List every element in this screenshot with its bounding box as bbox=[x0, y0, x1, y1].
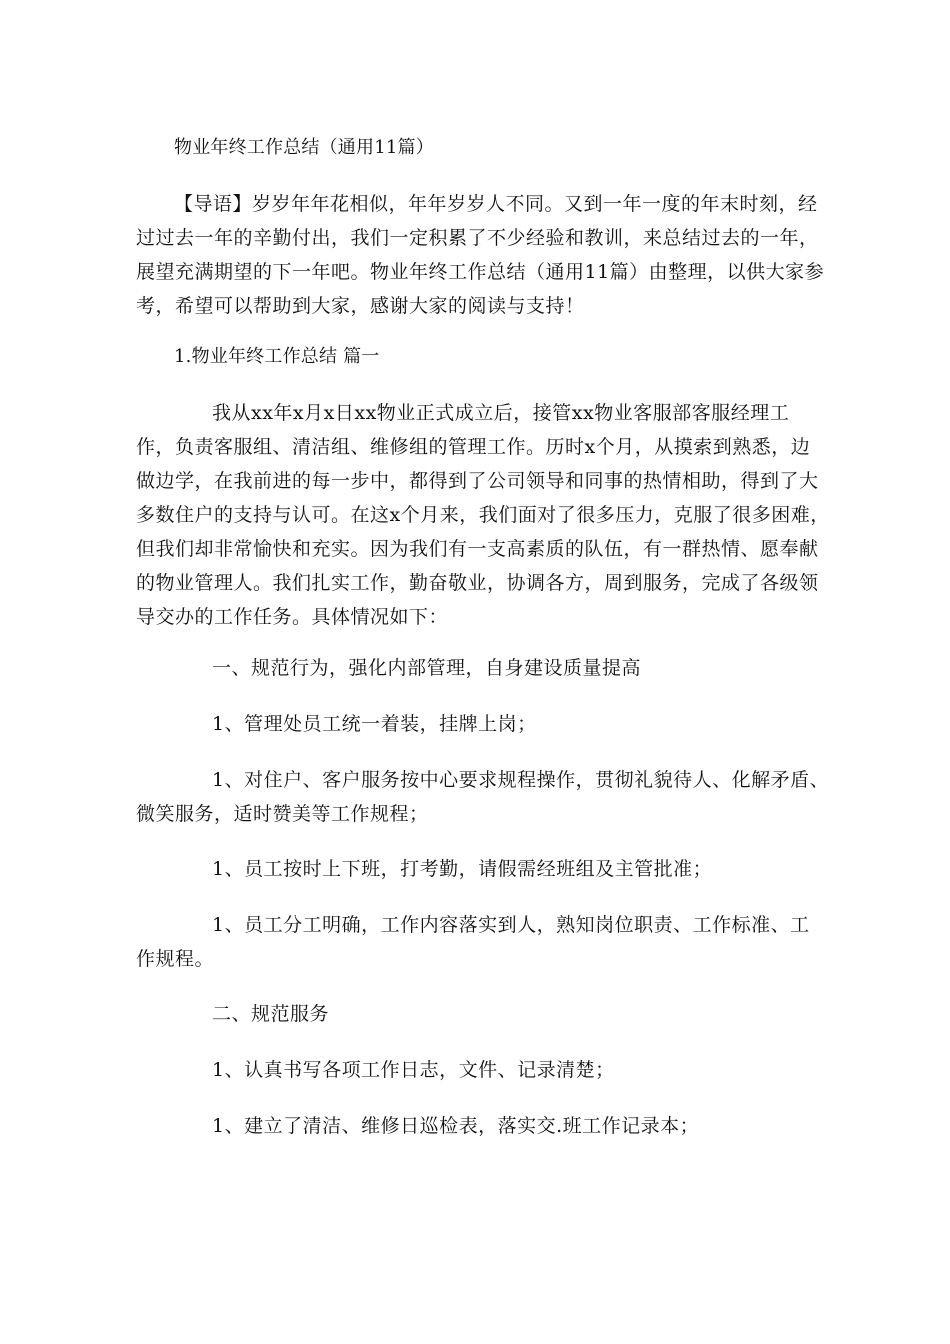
section-heading: 1.物业年终工作总结 篇一 bbox=[174, 346, 380, 367]
intro-line: 过过去一年的辛勤付出，我们一定积累了不少经验和教训，来总结过去的一年， bbox=[136, 227, 819, 249]
intro-line: 展望充满期望的下一年吧。物业年终工作总结（通用11篇）由整理，以供大家参 bbox=[136, 261, 825, 283]
intro-line: 考，希望可以帮助到大家，感谢大家的阅读与支持！ bbox=[136, 295, 585, 317]
body-line: 导交办的工作任务。具体情况如下： bbox=[136, 606, 449, 628]
body-line: 作，负责客服组、清洁组、维修组的管理工作。历时x个月，从摸索到熟悉，边 bbox=[136, 436, 811, 458]
part-heading: 一、规范行为，强化内部管理，自身建设质量提高 bbox=[212, 657, 642, 679]
list-item: 1、员工分工明确，工作内容落实到人，熟知岗位职责、工作标准、工 bbox=[212, 914, 810, 936]
intro-line: 【导语】岁岁年年花相似，年年岁岁人不同。又到一年一度的年末时刻，经 bbox=[174, 193, 818, 215]
body-line: 多数住户的支持与认可。在这x个月来，我们面对了很多压力，克服了很多困难， bbox=[136, 504, 830, 526]
body-line: 做边学，在我前进的每一步中，都得到了公司领导和同事的热情相助，得到了大 bbox=[136, 470, 819, 492]
list-item: 1、对住户、客户服务按中心要求规程操作，贯彻礼貌待人、化解矛盾、 bbox=[212, 769, 830, 791]
list-item: 1、建立了清洁、维修日巡检表，落实交.班工作记录本； bbox=[212, 1115, 700, 1137]
list-item: 微笑服务，适时赞美等工作规程； bbox=[136, 803, 429, 825]
part-heading: 二、规范服务 bbox=[212, 1003, 330, 1025]
list-item: 1、管理处员工统一着装，挂牌上岗； bbox=[212, 713, 537, 735]
body-line: 但我们却非常愉快和充实。因为我们有一支高素质的队伍，有一群热情、愿奉献 bbox=[136, 538, 819, 560]
list-item: 作规程。 bbox=[136, 948, 215, 970]
list-item: 1、员工按时上下班，打考勤，请假需经班组及主管批准； bbox=[212, 858, 713, 880]
body-line: 的物业管理人。我们扎实工作，勤奋敬业，协调各方，周到服务，完成了各级领 bbox=[136, 572, 819, 594]
body-line: 我从xx年x月x日xx物业正式成立后，接管xx物业客服部客服经理工 bbox=[212, 402, 790, 424]
list-item: 1、认真书写各项工作日志，文件、记录清楚； bbox=[212, 1059, 615, 1081]
document-title: 物业年终工作总结（通用11篇） bbox=[174, 137, 434, 158]
